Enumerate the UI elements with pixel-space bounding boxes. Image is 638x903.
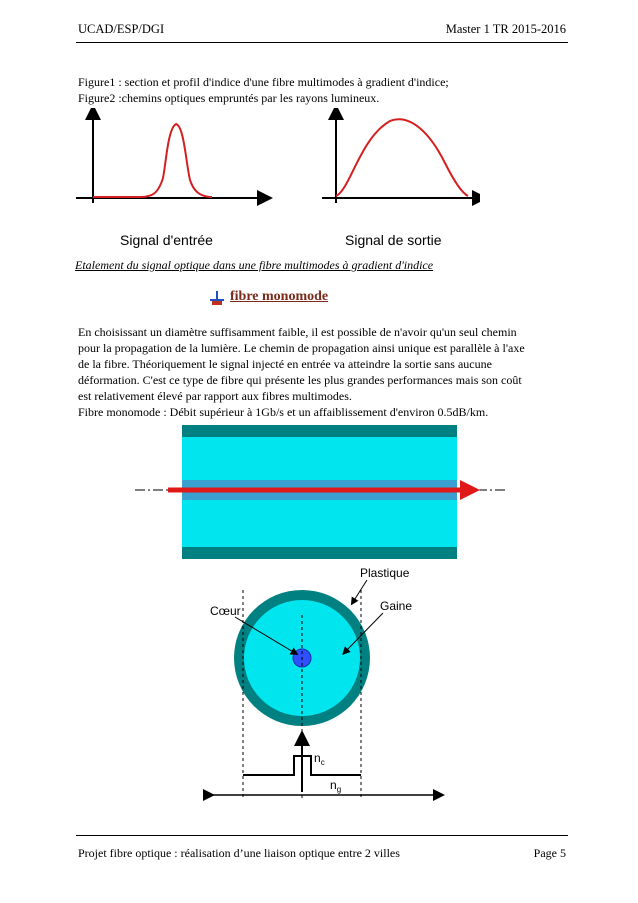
monomode-line: Fibre monomode : Débit supérieur à 1Gb/s et un affaiblissement d'environ 0.5dB/km. [78, 405, 489, 419]
gaine-label: Gaine [380, 599, 413, 613]
plastique-label: Plastique [360, 566, 410, 580]
nc-label: $n_c$ [314, 751, 325, 767]
paragraph-line: pour la propagation de la lumière. Le chemin de propagation ainsi unique est parallèle à l'axe [78, 341, 525, 355]
header-rule [76, 42, 568, 43]
paragraph-line: En choisissant un diamètre suffisamment faible, il est possible de n'avoir qu'un seul chemin [78, 325, 517, 339]
section-title: fibre monomode [230, 289, 329, 304]
paragraph [78, 324, 568, 404]
footer-rule [76, 835, 568, 836]
paragraph-line: de la fibre. Théoriquement le signal injecté en entrée va atteindre la sortie sans aucune [78, 357, 492, 371]
footer-left: Projet fibre optique : réalisation d’une liaison optique entre 2 villes [78, 846, 400, 860]
output-signal-curve [336, 119, 468, 196]
plastique-pointer [353, 580, 367, 602]
gradient-caption: Etalement du signal optique dans une fibre multimodes à gradient d'indice [75, 258, 434, 272]
paragraph-line: est relativement élevé par rapport aux fibres multimodes. [78, 389, 352, 403]
light-beam-arrowhead [460, 480, 480, 500]
paragraph-line: déformation. C'est ce type de fibre qui présente les plus grandes performances mais son coût [78, 373, 522, 387]
coeur-label: Cœur [210, 604, 241, 618]
output-signal-label: Signal de sortie [345, 232, 442, 248]
input-signal-curve [93, 124, 212, 197]
fiber-cross-section-diagram [195, 560, 455, 810]
figure1-caption: Figure1 : section et profil d'indice d'une fibre multimodes à gradient d'indice; [78, 75, 449, 89]
input-signal-label: Signal d'entrée [120, 232, 213, 248]
header-right: Master 1 TR 2015-2016 [445, 22, 566, 36]
fiber-jacket-top [182, 425, 457, 437]
figure2-caption: Figure2 :chemins optiques empruntés par les rayons lumineux. [78, 91, 380, 105]
signal-graphs [60, 108, 480, 258]
header-left: UCAD/ESP/DGI [78, 22, 165, 36]
footer-right: Page 5 [533, 846, 566, 860]
bullet-icon [210, 291, 224, 305]
fiber-jacket-bottom [182, 547, 457, 559]
ng-label: $n_g$ [330, 778, 342, 794]
fiber-longitudinal-diagram [130, 420, 510, 565]
